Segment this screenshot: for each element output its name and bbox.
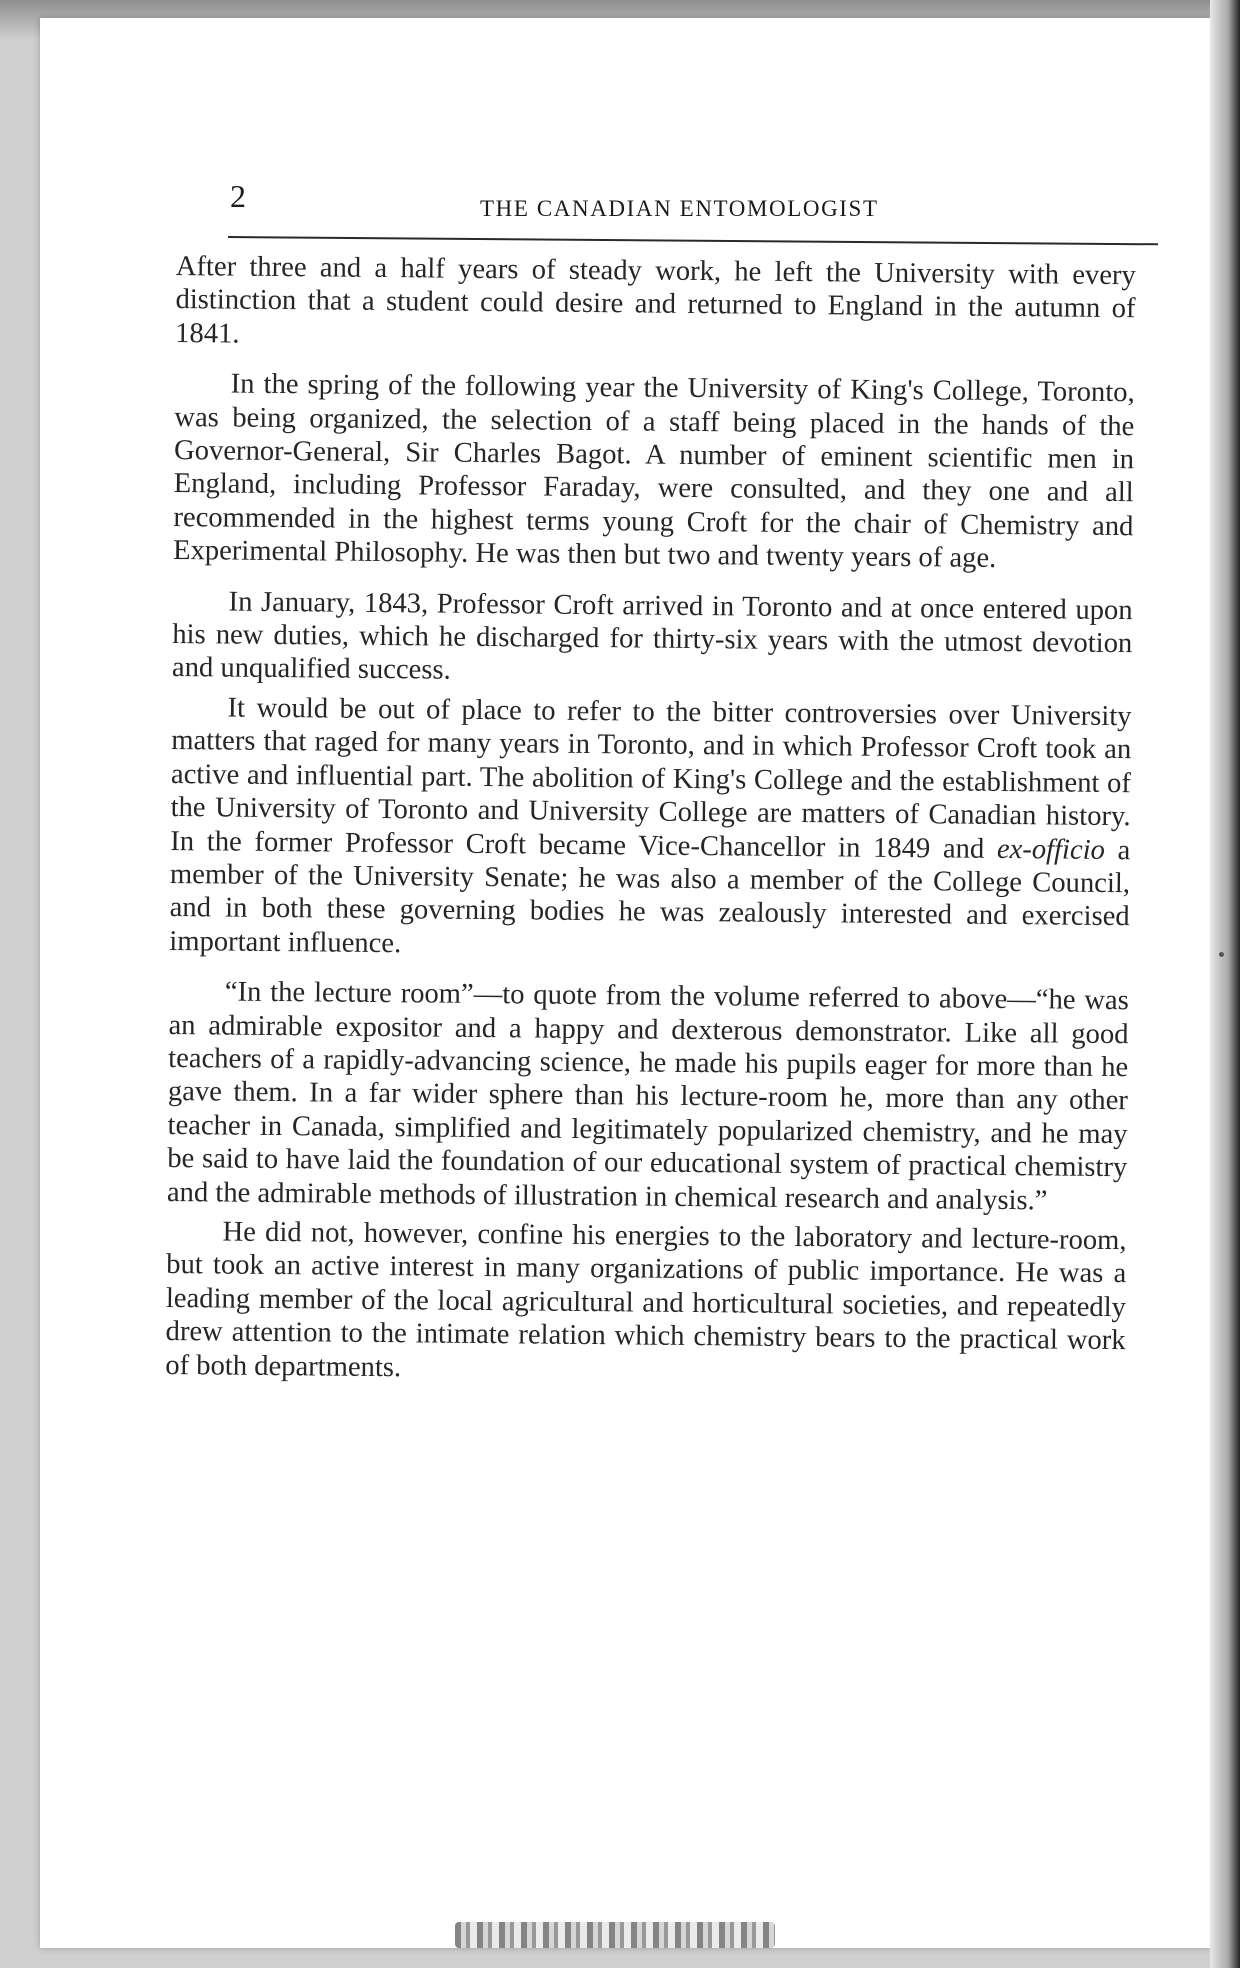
paragraph-6: He did not, however, confine his energies to the laboratory and lecture-room, but took an active interest in many organizations of public importance. He was a leading member of the local agricultural and horticultural societies, and repeatedly drew attention to the intimate relation which chemistry bears to the practical work of both departments. [165,1216,1127,1383]
page-number: 2 [230,178,246,214]
paragraph-5: “In the lecture room”—to quote from the volume referred to above—“he was an admirable expositor and a happy and dexterous demonstrator. Like all good teachers of a rapidly-advancing science, he made his pupils eager for more than he gave them. In a far wider sphere than his lecture-room he, more than any other teacher in Canada, simplified and legitimately popularized chemistry, and he may be said to have laid the foundation of our educational system of practical chemistry and the admirable methods of illustration in chemical research and analysis.” [166,976,1129,1216]
paragraph-1: After three and a half years of steady work, he left the University with every distinction that a student could desire and returned to England in the autumn of 1841. [175,250,1136,350]
paragraph-4-text-after: a member of the University Senate; he was also a member of the College Council, and in both these governing bodies he was zealously interested and exercised important influence. [169,834,1131,959]
paragraph-4-italic: ex-officio [996,833,1106,866]
paragraph-4 [169,691,1132,967]
running-title: THE CANADIAN ENTOMOLOGIST [480,196,879,221]
paragraph-3: In January, 1843, Professor Croft arrived in Toronto and at once entered upon his new duties, which he discharged for thirty-six years with the utmost devotion and unqualified success. [171,586,1133,687]
paragraph-2: In the spring of the following year the University of King's College, Toronto, was being organized, the selection of a staff being placed in the hands of the Governor-General, Sir Charles Bagot. A number of eminent scientific men in England, including Professor Faraday, were consulted, and they one and all recommended in the highest terms young Croft for the chair of Chemistry and Experimental Philosophy. He was then but two and twenty years of age. [172,368,1135,575]
page-edge [1210,0,1240,1968]
page-header [230,178,1150,234]
scan-speck [1219,952,1224,957]
paragraph-4-text-before: It would be out of place to refer to the bitter controversies over University matters that raged for many years in Toronto, and in which Professor Croft took an active and influential part. The abolition of King's College and the establishment of the University of Toronto and University College are matters of Canadian history. In the former Professor Croft became Vice-Chancellor in 1849 and [170,692,1132,865]
body-text [165,250,1136,1408]
scan-artifact [455,1922,775,1948]
